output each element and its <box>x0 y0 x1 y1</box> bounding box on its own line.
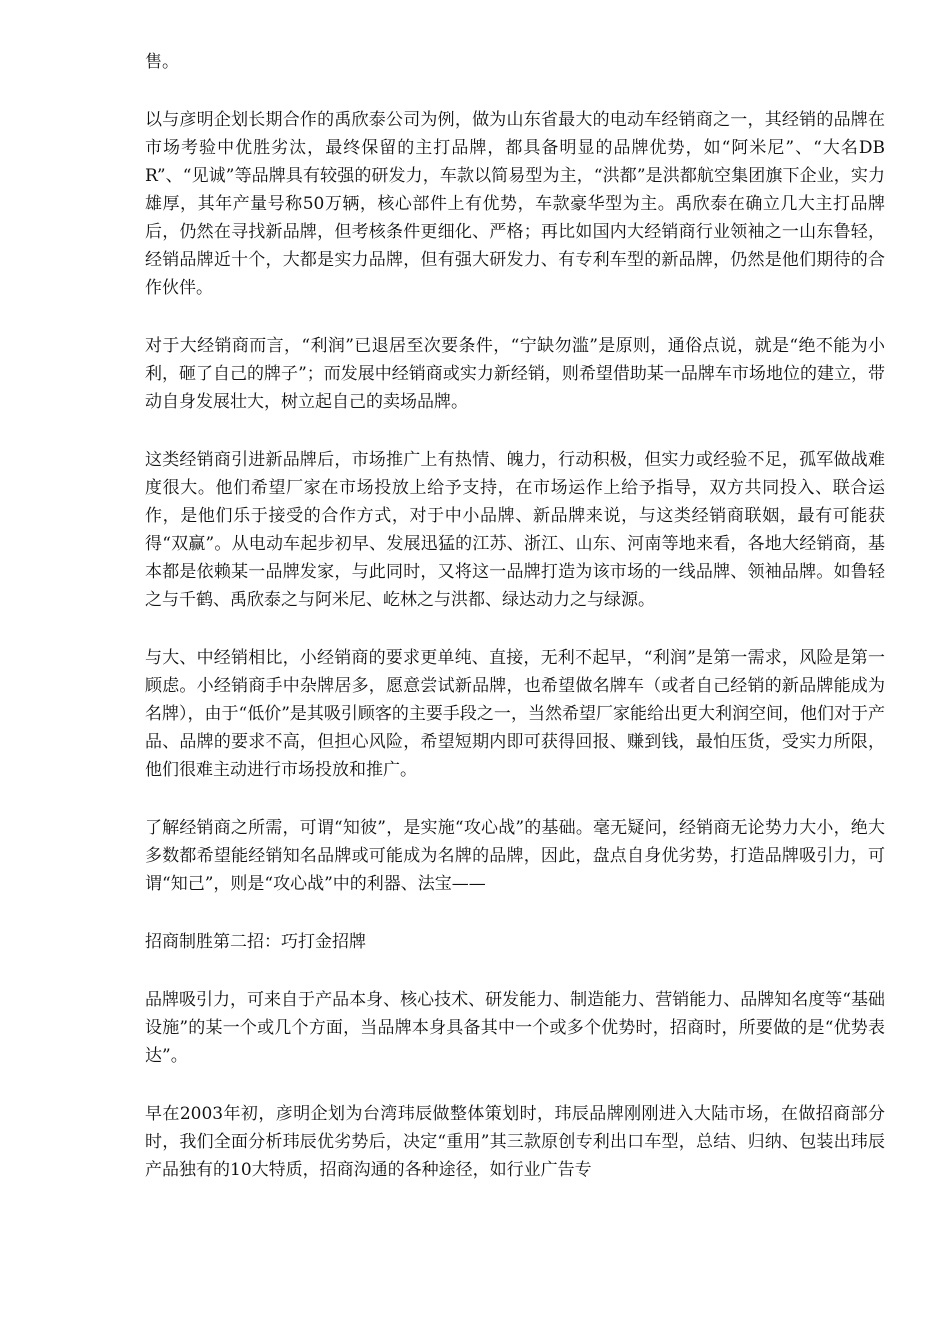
paragraph-know-the-other: 了解经销商之所需，可谓“知彼”，是实施“攻心战”的基础。毫无疑问，经销商无论势力大小，绝大多数都希望能经销知名品牌或可能成为名牌的品牌，因此，盘点自身优劣势，打造品牌吸引力，可谓“知己”，则是“攻心战”中的利器、法宝—— <box>145 818 885 894</box>
paragraph-yuxintai-example: 以与彦明企划长期合作的禹欣泰公司为例，做为山东省最大的电动车经销商之一，其经销的品牌在市场考验中优胜劣汰，最终保留的主打品牌，都具备明显的品牌优势，如“阿米尼”、“大名DBR”、“见诚”等品牌具有较强的研发力，车款以简易型为主，“洪都”是洪都航空集团旗下企业，实力雄厚，其年产量号称50万辆，核心部件上有优势，车款豪华型为主。禹欣泰在确立几大主打品牌后，仍然在寻找新品牌，但考核条件更细化、严格；再比如国内大经销商行业领袖之一山东鲁轻，经销品牌近十个，大都是实力品牌，但有强大研发力、有专利车型的新品牌，仍然是他们期待的合作伙伴。 <box>145 110 885 298</box>
paragraph-fragment-top: 售。 <box>145 52 179 72</box>
paragraph-brand-attraction: 品牌吸引力，可来自于产品本身、核心技术、研发能力、制造能力、营销能力、品牌知名度等“基础设施”的某一个或几个方面，当品牌本身具备其中一个或多个优势时，招商时，所要做的是“优势表达”。 <box>145 990 885 1066</box>
paragraph-large-dealers: 对于大经销商而言，“利润”已退居至次要条件，“宁缺勿滥”是原则，通俗点说，就是“绝不能为小利，砸了自己的牌子”；而发展中经销商或实力新经销，则希望借助某一品牌车市场地位的建立，带动自身发展壮大，树立起自己的卖场品牌。 <box>145 336 885 412</box>
paragraph-small-dealers: 与大、中经销相比，小经销商的要求更单纯、直接，无利不起早，“利润”是第一需求，风险是第一顾虑。小经销商手中杂牌居多，愿意尝试新品牌，也希望做名牌车（或者自己经销的新品牌能成为名牌），由于“低价”是其吸引顾客的主要手段之一，当然希望厂家能给出更大利润空间，他们对于产品、品牌的要求不高，但担心风险，希望短期内即可获得回报、赚到钱，最怕压货，受实力所限，他们很难主动进行市场投放和推广。 <box>145 648 885 780</box>
section-heading: 招商制胜第二招：巧打金招牌 <box>145 932 366 952</box>
paragraph-weichen-case: 早在2003年初，彦明企划为台湾玮辰做整体策划时，玮辰品牌刚刚进入大陆市场，在做招商部分时，我们全面分析玮辰优劣势后，决定“重用”其三款原创专利出口车型，总结、归纳、包装出玮辰产品独有的10大特质，招商沟通的各种途径，如行业广告专 <box>145 1104 885 1180</box>
paragraph-developing-dealers: 这类经销商引进新品牌后，市场推广上有热情、魄力，行动积极，但实力或经验不足，孤军做战难度很大。他们希望厂家在市场投放上给予支持，在市场运作上给予指导，双方共同投入、联合运作，是他们乐于接受的合作方式，对于中小品牌、新品牌来说，与这类经销商联姻，最有可能获得“双赢”。从电动车起步初早、发展迅猛的江苏、浙江、山东、河南等地来看，各地大经销商，基本都是依赖某一品牌发家，与此同时，又将这一品牌打造为该市场的一线品牌、领袖品牌。如鲁轻之与千鹤、禹欣泰之与阿米尼、屹林之与洪都、绿达动力之与绿源。 <box>145 450 885 610</box>
document-body <box>145 48 885 1214</box>
